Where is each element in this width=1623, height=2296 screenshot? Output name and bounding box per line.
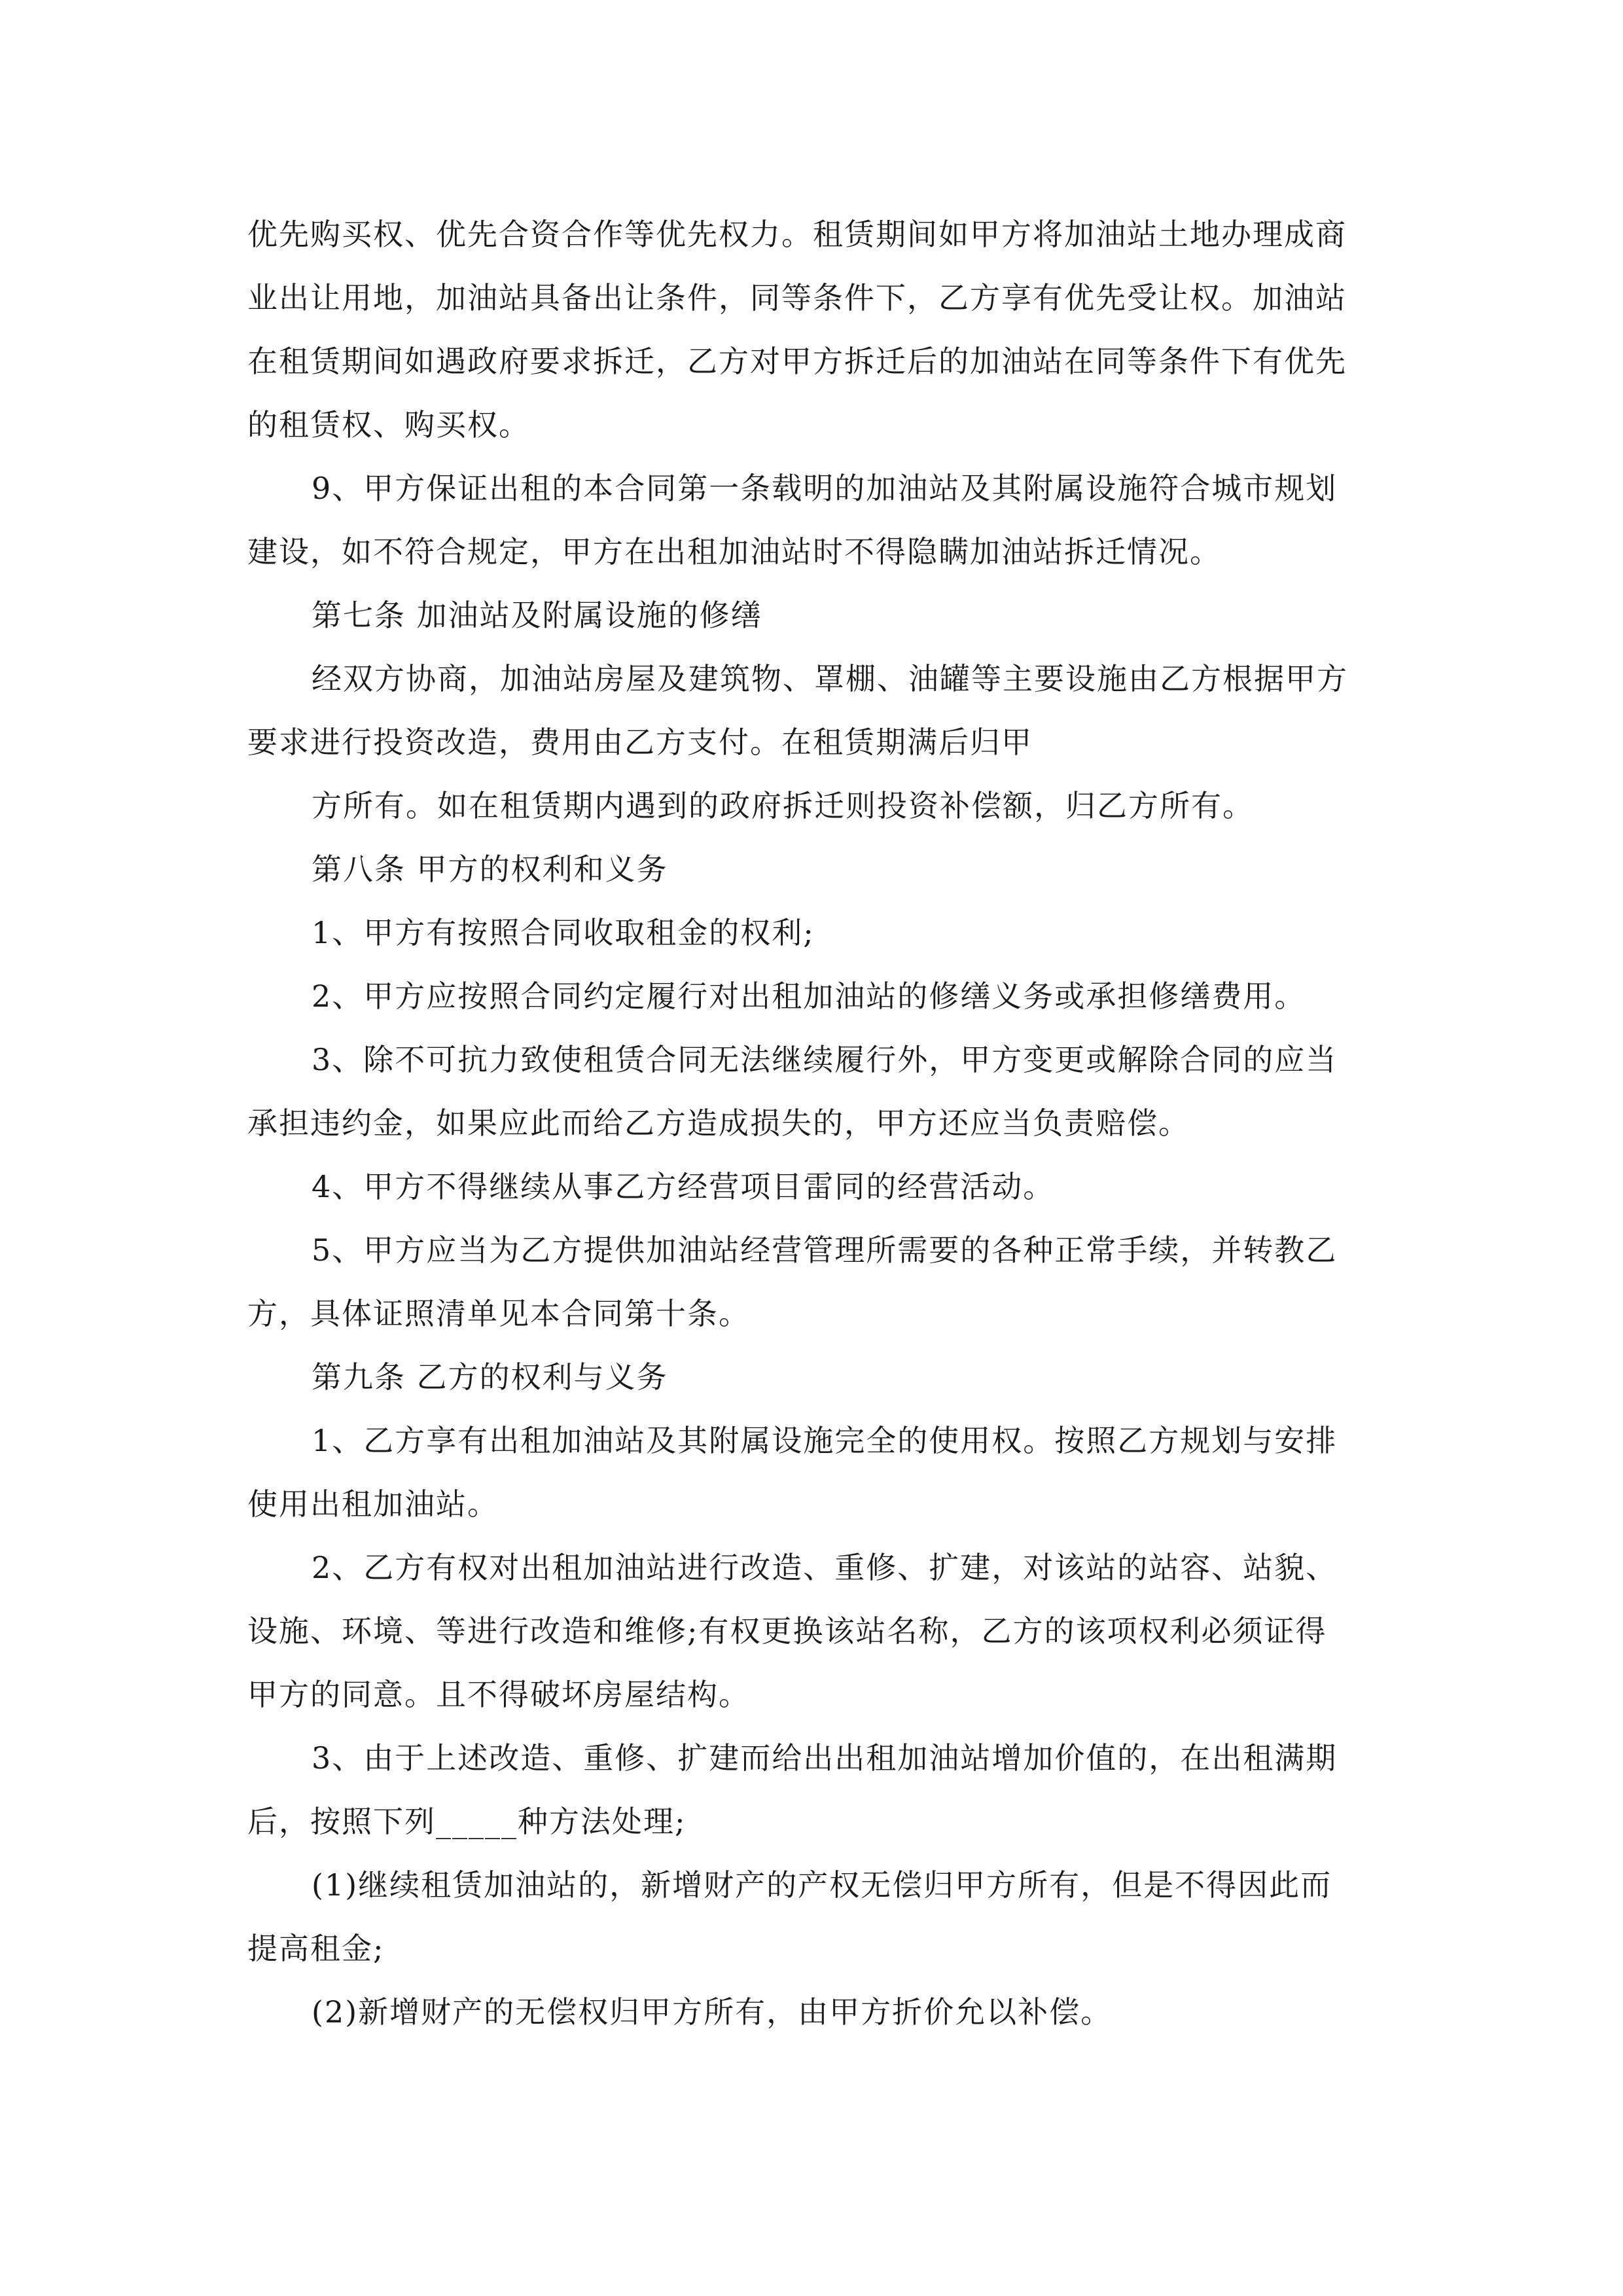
clause-9: 9、甲方保证出租的本合同第一条载明的加油站及其附属设施符合城市规划	[312, 471, 1338, 506]
text-line: 在租赁期间如遇政府要求拆迁，乙方对甲方拆迁后的加油站在同等条件下有优先	[247, 344, 1347, 379]
text-line: 业出让用地，加油站具备出让条件，同等条件下，乙方享有优先受让权。加油站	[247, 280, 1347, 315]
article-9-heading: 第九条 乙方的权利与义务	[312, 1359, 668, 1395]
option-2: (2)新增财产的无偿权归甲方所有，由甲方折价允以补偿。	[312, 1994, 1113, 2030]
option-1: (1)继续租赁加油站的，新增财产的产权无偿归甲方所有，但是不得因此而	[312, 1867, 1332, 1903]
text-line: 承担违约金，如果应此而给乙方造成损失的，甲方还应当负责赔偿。	[247, 1105, 1190, 1141]
text-line: 建设，如不符合规定，甲方在出租加油站时不得隐瞒加油站拆迁情况。	[247, 534, 1221, 569]
text-line: 后，按照下列_____种方法处理;	[247, 1804, 687, 1839]
clause-8-2: 2、甲方应按照合同约定履行对出租加油站的修缮义务或承担修缮费用。	[312, 978, 1306, 1014]
text-line: 要求进行投资改造，费用由乙方支付。在租赁期满后归甲	[247, 725, 1033, 760]
clause-8-1: 1、甲方有按照合同收取租金的权利;	[312, 915, 815, 950]
clause-9-1: 1、乙方享有出租加油站及其附属设施完全的使用权。按照乙方规划与安排	[312, 1423, 1338, 1458]
clause-8-3: 3、除不可抗力致使租赁合同无法继续履行外，甲方变更或解除合同的应当	[312, 1042, 1338, 1077]
text-line: 设施、环境、等进行改造和维修;有权更换该站名称，乙方的该项权利必须证得	[247, 1613, 1327, 1649]
clause-9-2: 2、乙方有权对出租加油站进行改造、重修、扩建，对该站的站容、站貌、	[312, 1550, 1338, 1585]
article-7-heading: 第七条 加油站及附属设施的修缮	[312, 598, 762, 633]
paragraph-start: 方所有。如在租赁期内遇到的政府拆迁则投资补偿额，归乙方所有。	[312, 788, 1254, 823]
text-line: 使用出租加油站。	[247, 1486, 499, 1522]
text-line: 方，具体证照清单见本合同第十条。	[247, 1296, 750, 1331]
text-line: 提高租金;	[247, 1931, 385, 1966]
text-line: 甲方的同意。且不得破坏房屋结构。	[247, 1677, 750, 1712]
clause-9-3: 3、由于上述改造、重修、扩建而给出出租加油站增加价值的，在出租满期	[312, 1740, 1338, 1776]
article-8-heading: 第八条 甲方的权利和义务	[312, 852, 668, 887]
text-line: 优先购买权、优先合资合作等优先权力。租赁期间如甲方将加油站土地办理成商	[247, 217, 1347, 252]
clause-8-5: 5、甲方应当为乙方提供加油站经营管理所需要的各种正常手续，并转教乙	[312, 1232, 1338, 1268]
contract-text	[247, 203, 1377, 2044]
text-line: 的租赁权、购买权。	[247, 407, 530, 442]
clause-8-4: 4、甲方不得继续从事乙方经营项目雷同的经营活动。	[312, 1169, 1055, 1204]
paragraph-start: 经双方协商，加油站房屋及建筑物、罩棚、油罐等主要设施由乙方根据甲方	[312, 661, 1348, 696]
